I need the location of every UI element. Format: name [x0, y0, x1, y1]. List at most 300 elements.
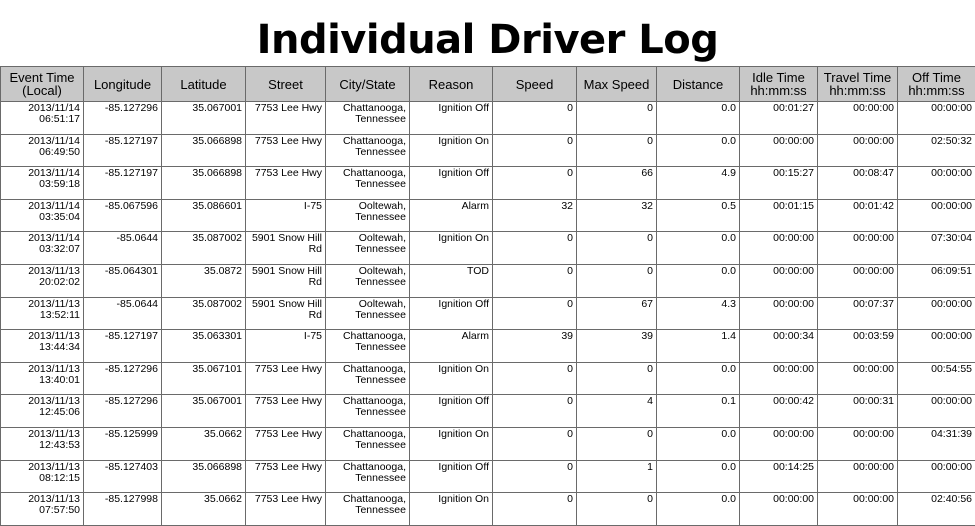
- city-value: Ooltewah,: [329, 299, 406, 310]
- distance-cell: [657, 330, 740, 363]
- reason-value: Ignition On: [413, 136, 489, 147]
- distance-value: 0.0: [660, 364, 736, 375]
- column-header-idle-time: [740, 67, 818, 102]
- longitude-cell: [84, 264, 162, 297]
- max-speed-cell: [577, 167, 657, 200]
- street-cell: [246, 102, 326, 135]
- off-time-value: 06:09:51: [901, 266, 972, 277]
- distance-value: 0.0: [660, 462, 736, 473]
- latitude-value: 35.063301: [165, 331, 242, 342]
- longitude-cell: [84, 427, 162, 460]
- city-state-cell: [326, 362, 410, 395]
- table-row: [1, 427, 975, 460]
- travel-time-value: 00:00:00: [821, 462, 894, 473]
- idle-time-value: 00:00:00: [743, 136, 814, 147]
- off-time-cell: [898, 460, 975, 493]
- table-row: [1, 134, 975, 167]
- off-time-cell: [898, 134, 975, 167]
- latitude-value: 35.067001: [165, 396, 242, 407]
- column-header-label: City/State: [328, 78, 407, 91]
- street-cell: [246, 395, 326, 428]
- speed-value: 0: [496, 364, 573, 375]
- speed-cell: [493, 362, 577, 395]
- latitude-value: 35.067101: [165, 364, 242, 375]
- latitude-value: 35.066898: [165, 462, 242, 473]
- event-time: 08:12:15: [4, 473, 80, 484]
- city-value: Chattanooga,: [329, 396, 406, 407]
- distance-value: 4.9: [660, 168, 736, 179]
- speed-value: 0: [496, 396, 573, 407]
- event-time: 07:57:50: [4, 505, 80, 516]
- longitude-value: -85.127197: [87, 168, 158, 179]
- longitude-cell: [84, 102, 162, 135]
- distance-value: 0.0: [660, 429, 736, 440]
- state-value: Tennessee: [329, 147, 406, 158]
- latitude-cell: [162, 167, 246, 200]
- distance-cell: [657, 167, 740, 200]
- travel-time-value: 00:07:37: [821, 299, 894, 310]
- city-state-cell: [326, 232, 410, 265]
- speed-cell: [493, 460, 577, 493]
- event-time: 12:45:06: [4, 407, 80, 418]
- street-line1: I-75: [249, 201, 322, 212]
- speed-value: 0: [496, 299, 573, 310]
- street-line1: 7753 Lee Hwy: [249, 462, 322, 473]
- table-header-row: [1, 67, 975, 102]
- reason-value: Ignition Off: [413, 168, 489, 179]
- event-time-cell: [1, 297, 84, 330]
- speed-value: 32: [496, 201, 573, 212]
- idle-time-cell: [740, 134, 818, 167]
- latitude-value: 35.066898: [165, 168, 242, 179]
- travel-time-cell: [818, 330, 898, 363]
- city-state-cell: [326, 493, 410, 526]
- off-time-cell: [898, 264, 975, 297]
- idle-time-cell: [740, 493, 818, 526]
- reason-value: Ignition Off: [413, 299, 489, 310]
- event-date: 2013/11/13: [4, 429, 80, 440]
- off-time-cell: [898, 395, 975, 428]
- distance-value: 0.0: [660, 233, 736, 244]
- off-time-value: 00:00:00: [901, 396, 972, 407]
- state-value: Tennessee: [329, 505, 406, 516]
- latitude-cell: [162, 493, 246, 526]
- max-speed-cell: [577, 395, 657, 428]
- table-row: [1, 232, 975, 265]
- distance-value: 1.4: [660, 331, 736, 342]
- street-line1: 7753 Lee Hwy: [249, 429, 322, 440]
- state-value: Tennessee: [329, 473, 406, 484]
- reason-value: Ignition On: [413, 494, 489, 505]
- event-date: 2013/11/13: [4, 494, 80, 505]
- event-time: 20:02:02: [4, 277, 80, 288]
- travel-time-cell: [818, 493, 898, 526]
- travel-time-value: 00:00:00: [821, 233, 894, 244]
- idle-time-value: 00:00:42: [743, 396, 814, 407]
- event-time-cell: [1, 167, 84, 200]
- speed-cell: [493, 232, 577, 265]
- column-header-speed: [493, 67, 577, 102]
- max-speed-value: 0: [580, 364, 653, 375]
- distance-cell: [657, 460, 740, 493]
- table-row: [1, 493, 975, 526]
- column-header-max-speed: [577, 67, 657, 102]
- state-value: Tennessee: [329, 342, 406, 353]
- table-row: [1, 199, 975, 232]
- city-value: Ooltewah,: [329, 233, 406, 244]
- latitude-cell: [162, 199, 246, 232]
- travel-time-value: 00:00:00: [821, 103, 894, 114]
- idle-time-value: 00:00:00: [743, 429, 814, 440]
- max-speed-cell: [577, 199, 657, 232]
- street-line1: 5901 Snow Hill: [249, 266, 322, 277]
- street-line2: Rd: [249, 277, 322, 288]
- off-time-value: 00:00:00: [901, 299, 972, 310]
- longitude-cell: [84, 330, 162, 363]
- idle-time-value: 00:00:00: [743, 364, 814, 375]
- latitude-value: 35.087002: [165, 299, 242, 310]
- longitude-value: -85.0644: [87, 233, 158, 244]
- latitude-cell: [162, 232, 246, 265]
- street-line1: 7753 Lee Hwy: [249, 136, 322, 147]
- city-value: Ooltewah,: [329, 201, 406, 212]
- event-time: 03:35:04: [4, 212, 80, 223]
- event-time-cell: [1, 102, 84, 135]
- event-time-cell: [1, 199, 84, 232]
- off-time-value: 00:00:00: [901, 331, 972, 342]
- street-line1: 7753 Lee Hwy: [249, 168, 322, 179]
- distance-value: 4.3: [660, 299, 736, 310]
- latitude-cell: [162, 362, 246, 395]
- latitude-cell: [162, 134, 246, 167]
- city-value: Chattanooga,: [329, 168, 406, 179]
- city-value: Chattanooga,: [329, 462, 406, 473]
- event-time: 06:51:17: [4, 114, 80, 125]
- table-row: [1, 102, 975, 135]
- event-time-cell: [1, 493, 84, 526]
- column-header-off-time: [898, 67, 975, 102]
- reason-value: Ignition On: [413, 364, 489, 375]
- table-row: [1, 167, 975, 200]
- speed-value: 0: [496, 233, 573, 244]
- idle-time-value: 00:01:15: [743, 201, 814, 212]
- column-header-sublabel: (Local): [3, 84, 81, 97]
- idle-time-value: 00:00:00: [743, 266, 814, 277]
- street-cell: [246, 264, 326, 297]
- column-header-longitude: [84, 67, 162, 102]
- street-line1: 7753 Lee Hwy: [249, 103, 322, 114]
- max-speed-value: 0: [580, 494, 653, 505]
- travel-time-value: 00:00:00: [821, 494, 894, 505]
- speed-value: 0: [496, 136, 573, 147]
- travel-time-cell: [818, 395, 898, 428]
- latitude-value: 35.0662: [165, 494, 242, 505]
- speed-value: 0: [496, 462, 573, 473]
- idle-time-cell: [740, 362, 818, 395]
- idle-time-cell: [740, 102, 818, 135]
- column-header-event-time: [1, 67, 84, 102]
- max-speed-cell: [577, 427, 657, 460]
- longitude-value: -85.127403: [87, 462, 158, 473]
- street-cell: [246, 297, 326, 330]
- city-state-cell: [326, 395, 410, 428]
- latitude-value: 35.087002: [165, 233, 242, 244]
- reason-cell: [410, 232, 493, 265]
- reason-cell: [410, 395, 493, 428]
- idle-time-value: 00:14:25: [743, 462, 814, 473]
- speed-value: 0: [496, 429, 573, 440]
- idle-time-cell: [740, 427, 818, 460]
- longitude-cell: [84, 134, 162, 167]
- travel-time-cell: [818, 427, 898, 460]
- column-header-street: [246, 67, 326, 102]
- event-time-cell: [1, 395, 84, 428]
- distance-cell: [657, 395, 740, 428]
- city-value: Chattanooga,: [329, 364, 406, 375]
- speed-value: 0: [496, 168, 573, 179]
- city-value: Chattanooga,: [329, 136, 406, 147]
- distance-cell: [657, 427, 740, 460]
- distance-cell: [657, 199, 740, 232]
- speed-cell: [493, 199, 577, 232]
- idle-time-cell: [740, 395, 818, 428]
- max-speed-value: 1: [580, 462, 653, 473]
- reason-value: Alarm: [413, 201, 489, 212]
- idle-time-value: 00:00:00: [743, 494, 814, 505]
- event-time-cell: [1, 264, 84, 297]
- column-header-travel-time: [818, 67, 898, 102]
- city-value: Ooltewah,: [329, 266, 406, 277]
- event-date: 2013/11/14: [4, 168, 80, 179]
- street-cell: [246, 460, 326, 493]
- column-header-reason: [410, 67, 493, 102]
- city-state-cell: [326, 330, 410, 363]
- longitude-value: -85.127998: [87, 494, 158, 505]
- off-time-cell: [898, 297, 975, 330]
- travel-time-cell: [818, 134, 898, 167]
- reason-value: Alarm: [413, 331, 489, 342]
- distance-cell: [657, 362, 740, 395]
- max-speed-value: 67: [580, 299, 653, 310]
- speed-cell: [493, 264, 577, 297]
- travel-time-value: 00:00:00: [821, 136, 894, 147]
- latitude-cell: [162, 330, 246, 363]
- state-value: Tennessee: [329, 310, 406, 321]
- latitude-value: 35.067001: [165, 103, 242, 114]
- longitude-value: -85.067596: [87, 201, 158, 212]
- max-speed-cell: [577, 264, 657, 297]
- distance-value: 0.0: [660, 136, 736, 147]
- travel-time-cell: [818, 297, 898, 330]
- column-header-label: Speed: [495, 78, 574, 91]
- max-speed-value: 0: [580, 429, 653, 440]
- city-value: Chattanooga,: [329, 429, 406, 440]
- column-header-label: Off Time: [900, 71, 973, 84]
- longitude-cell: [84, 167, 162, 200]
- max-speed-value: 4: [580, 396, 653, 407]
- event-time-cell: [1, 427, 84, 460]
- idle-time-cell: [740, 167, 818, 200]
- column-header-label: Max Speed: [579, 78, 654, 91]
- city-state-cell: [326, 264, 410, 297]
- off-time-value: 00:00:00: [901, 103, 972, 114]
- column-header-sublabel: hh:mm:ss: [820, 84, 895, 97]
- travel-time-value: 00:00:00: [821, 364, 894, 375]
- off-time-value: 00:54:55: [901, 364, 972, 375]
- travel-time-cell: [818, 199, 898, 232]
- longitude-value: -85.127296: [87, 396, 158, 407]
- column-header-distance: [657, 67, 740, 102]
- longitude-value: -85.064301: [87, 266, 158, 277]
- reason-cell: [410, 330, 493, 363]
- street-cell: [246, 232, 326, 265]
- idle-time-value: 00:15:27: [743, 168, 814, 179]
- longitude-value: -85.127197: [87, 331, 158, 342]
- max-speed-value: 39: [580, 331, 653, 342]
- column-header-label: Reason: [412, 78, 490, 91]
- city-value: Chattanooga,: [329, 103, 406, 114]
- latitude-cell: [162, 102, 246, 135]
- off-time-cell: [898, 167, 975, 200]
- latitude-cell: [162, 297, 246, 330]
- speed-cell: [493, 330, 577, 363]
- max-speed-cell: [577, 297, 657, 330]
- street-line1: 5901 Snow Hill: [249, 233, 322, 244]
- street-cell: [246, 362, 326, 395]
- travel-time-value: 00:00:00: [821, 266, 894, 277]
- street-cell: [246, 427, 326, 460]
- off-time-value: 00:00:00: [901, 462, 972, 473]
- event-time: 13:44:34: [4, 342, 80, 353]
- latitude-value: 35.086601: [165, 201, 242, 212]
- travel-time-value: 00:03:59: [821, 331, 894, 342]
- off-time-value: 02:50:32: [901, 136, 972, 147]
- event-date: 2013/11/13: [4, 396, 80, 407]
- column-header-latitude: [162, 67, 246, 102]
- reason-value: TOD: [413, 266, 489, 277]
- distance-cell: [657, 493, 740, 526]
- column-header-label: Distance: [659, 78, 737, 91]
- travel-time-cell: [818, 362, 898, 395]
- off-time-cell: [898, 232, 975, 265]
- reason-cell: [410, 362, 493, 395]
- event-date: 2013/11/13: [4, 364, 80, 375]
- event-time: 13:52:11: [4, 310, 80, 321]
- city-state-cell: [326, 102, 410, 135]
- reason-value: Ignition Off: [413, 396, 489, 407]
- speed-cell: [493, 167, 577, 200]
- event-time: 03:59:18: [4, 179, 80, 190]
- table-row: [1, 460, 975, 493]
- reason-value: Ignition Off: [413, 462, 489, 473]
- city-state-cell: [326, 297, 410, 330]
- travel-time-value: 00:00:00: [821, 429, 894, 440]
- longitude-value: -85.127296: [87, 364, 158, 375]
- idle-time-value: 00:01:27: [743, 103, 814, 114]
- distance-cell: [657, 102, 740, 135]
- street-line1: 7753 Lee Hwy: [249, 364, 322, 375]
- speed-value: 39: [496, 331, 573, 342]
- column-header-label: Travel Time: [820, 71, 895, 84]
- latitude-value: 35.0872: [165, 266, 242, 277]
- state-value: Tennessee: [329, 375, 406, 386]
- event-date: 2013/11/14: [4, 103, 80, 114]
- city-state-cell: [326, 199, 410, 232]
- table-row: [1, 264, 975, 297]
- travel-time-cell: [818, 102, 898, 135]
- table-row: [1, 297, 975, 330]
- speed-cell: [493, 134, 577, 167]
- travel-time-cell: [818, 460, 898, 493]
- idle-time-cell: [740, 460, 818, 493]
- state-value: Tennessee: [329, 407, 406, 418]
- max-speed-value: 66: [580, 168, 653, 179]
- event-date: 2013/11/14: [4, 233, 80, 244]
- city-state-cell: [326, 134, 410, 167]
- state-value: Tennessee: [329, 244, 406, 255]
- column-header-label: Street: [248, 78, 323, 91]
- event-date: 2013/11/13: [4, 331, 80, 342]
- max-speed-cell: [577, 330, 657, 363]
- max-speed-cell: [577, 362, 657, 395]
- distance-value: 0.0: [660, 103, 736, 114]
- idle-time-cell: [740, 232, 818, 265]
- max-speed-value: 0: [580, 136, 653, 147]
- city-state-cell: [326, 167, 410, 200]
- off-time-cell: [898, 102, 975, 135]
- max-speed-cell: [577, 134, 657, 167]
- travel-time-cell: [818, 232, 898, 265]
- event-time: 03:32:07: [4, 244, 80, 255]
- max-speed-cell: [577, 102, 657, 135]
- idle-time-value: 00:00:00: [743, 233, 814, 244]
- max-speed-value: 0: [580, 103, 653, 114]
- city-state-cell: [326, 427, 410, 460]
- street-cell: [246, 493, 326, 526]
- reason-cell: [410, 199, 493, 232]
- longitude-value: -85.125999: [87, 429, 158, 440]
- reason-value: Ignition On: [413, 233, 489, 244]
- street-line1: 7753 Lee Hwy: [249, 396, 322, 407]
- max-speed-cell: [577, 232, 657, 265]
- street-line2: Rd: [249, 310, 322, 321]
- driver-log-table: [0, 66, 975, 526]
- latitude-value: 35.066898: [165, 136, 242, 147]
- longitude-cell: [84, 460, 162, 493]
- event-date: 2013/11/13: [4, 462, 80, 473]
- longitude-cell: [84, 362, 162, 395]
- reason-cell: [410, 167, 493, 200]
- max-speed-cell: [577, 460, 657, 493]
- reason-cell: [410, 297, 493, 330]
- state-value: Tennessee: [329, 212, 406, 223]
- max-speed-cell: [577, 493, 657, 526]
- reason-value: Ignition Off: [413, 103, 489, 114]
- latitude-cell: [162, 264, 246, 297]
- column-header-label: Event Time: [3, 71, 81, 84]
- idle-time-cell: [740, 264, 818, 297]
- off-time-cell: [898, 362, 975, 395]
- longitude-cell: [84, 493, 162, 526]
- column-header-sublabel: hh:mm:ss: [742, 84, 815, 97]
- table-row: [1, 362, 975, 395]
- event-date: 2013/11/13: [4, 266, 80, 277]
- distance-cell: [657, 264, 740, 297]
- reason-value: Ignition On: [413, 429, 489, 440]
- distance-value: 0.1: [660, 396, 736, 407]
- latitude-cell: [162, 460, 246, 493]
- street-line1: I-75: [249, 331, 322, 342]
